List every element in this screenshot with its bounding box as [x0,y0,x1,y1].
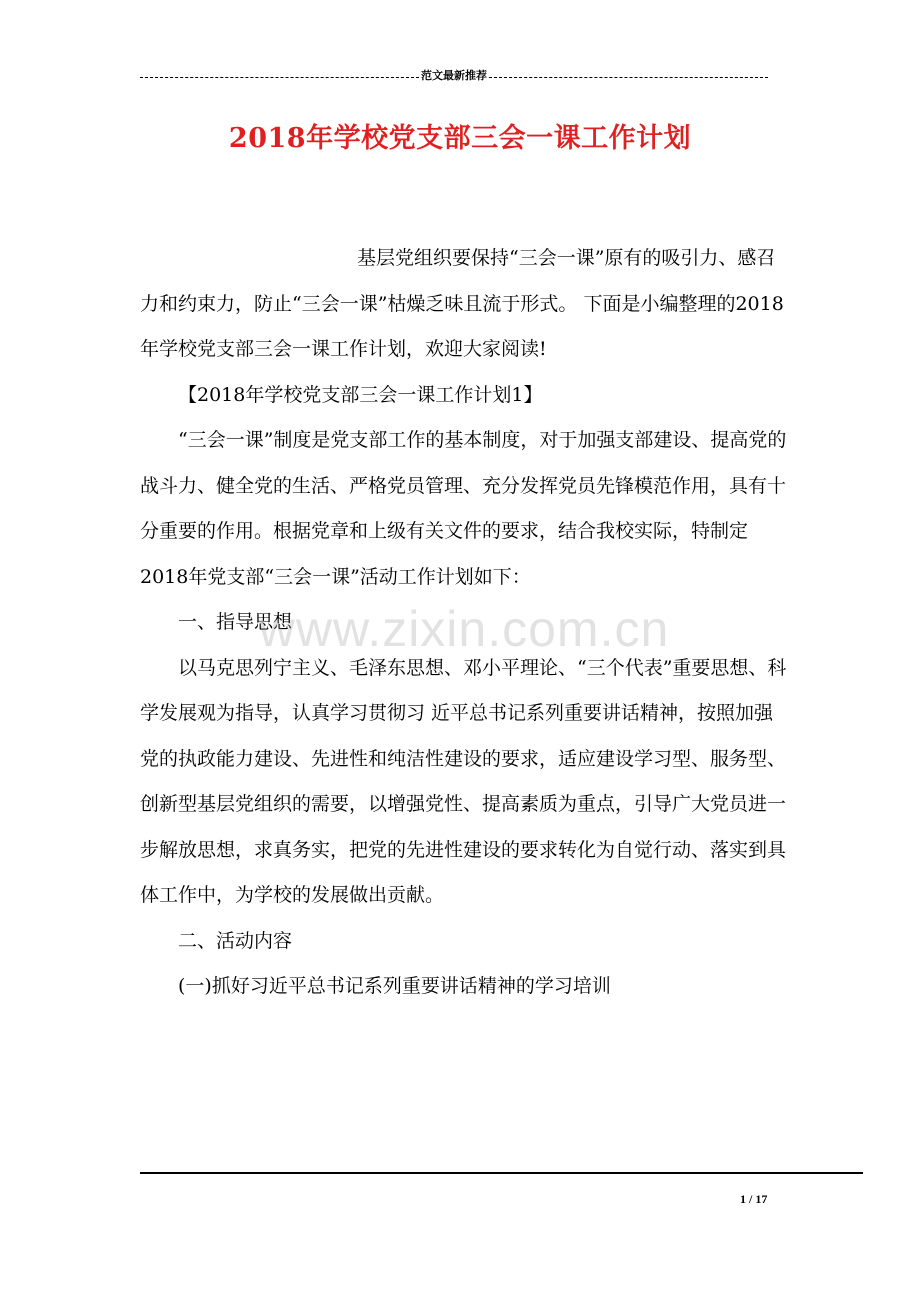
paragraph-system-intro: “三会一课”制度是党支部工作的基本制度，对于加强支部建设、提高党的战斗力、健全党的生活、严格党员管理、充分发挥党员先锋模范作用，具有十分重要的作用。根据党章和上级有关文件的要求，结合我校实际，特制定2018年党支部“三会一课”活动工作计划如下： [140,429,787,588]
intro-paragraph: 基层党组织要保持“三会一课”原有的吸引力、感召力和约束力，防止“三会一课”枯燥乏味且流于形式。 下面是小编整理的2018年学校党支部三会一课工作计划，欢迎大家阅读! [140,247,784,360]
header-dashes-right [489,77,768,78]
subsection-heading-study: (一)抓好习近平总书记系列重要讲话精神的学习培训 [178,975,611,997]
header-dashes-left [140,77,419,78]
page-number: 1 / 17 [740,1192,768,1206]
footer-divider [140,1172,863,1174]
section-heading-guiding-thought: 一、指导思想 [178,611,293,633]
watermark: www.zixin.com.cn [258,601,670,657]
header-text: 范文最新推荐 [421,70,487,82]
section-heading-plan-1: 【2018年学校党支部三会一课工作计划1】 [178,383,543,406]
section-heading-activities: 二、活动内容 [178,929,293,952]
page-header [140,67,768,85]
document-title: 2018年学校党支部三会一课工作计划 [228,123,692,154]
document-body [140,236,788,1010]
paragraph-guiding-thought: 以马克思列宁主义、毛泽东思想、邓小平理论、“三个代表”重要思想、科学发展观为指导，认真学习贯彻习 近平总书记系列重要讲话精神，按照加强党的执政能力建设、先进性和纯洁性建设的要求，适应建设学习型、服务型、创新型基层党组织的需要，以增强党性、提高素质为重点，引导广大党员进一步解放思想，求真务实，把党的先进性建设的要求转化为自觉行动、落实到具体工作中，为学校的发展做出贡献。 [140,656,787,906]
